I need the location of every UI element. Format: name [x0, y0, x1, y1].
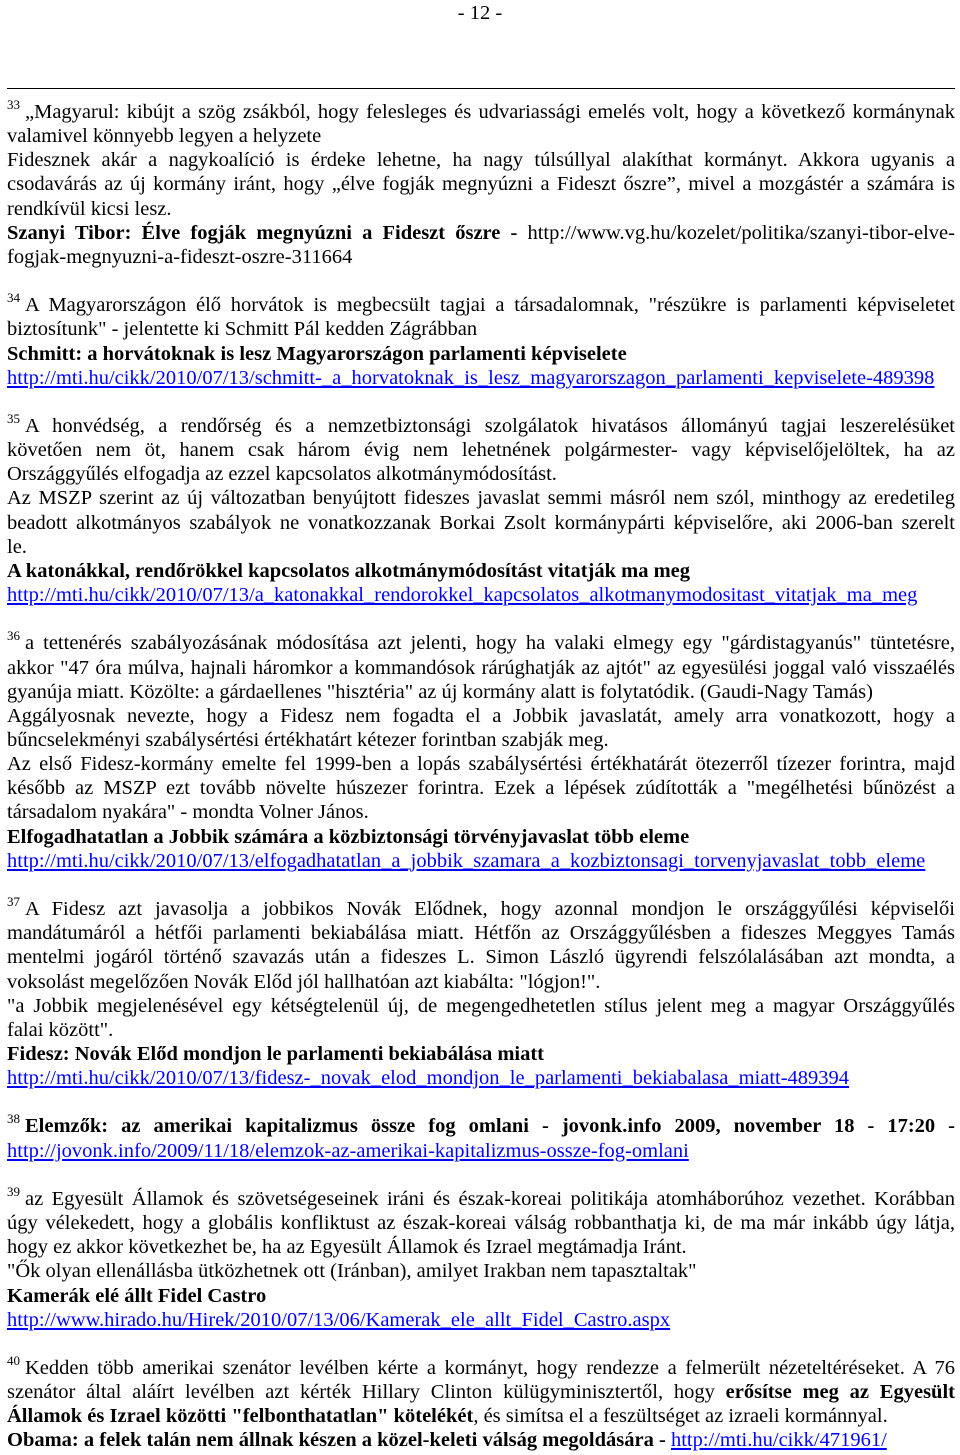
- article-title: Kamerák elé állt Fidel Castro: [7, 1284, 267, 1307]
- text-line: [7, 124, 955, 148]
- footnote-separator: [7, 88, 955, 89]
- text-line: [7, 1308, 955, 1332]
- footnote-text: bűncselekményi szabálysértési értékhatárt kétezer forintban szabják meg.: [7, 729, 609, 752]
- text-line: [7, 1183, 955, 1211]
- footnote-text: mentelmi jogáról történő szavazás után a fideszes L. Simon László ügyrendi felszólalásában azt mondta, a: [7, 946, 955, 969]
- footnote-text: követően nem öt, hanem csak három évig nem lehetnének polgármester- vagy képviselőjelöltek, ha az: [7, 439, 955, 462]
- text-line: [7, 1353, 955, 1380]
- text-line: [7, 1111, 955, 1138]
- footnote-text: az Egyesült Államok és szövetségeseinek iráni és észak-koreai politikája atomháborúhoz vezethet. Korábban: [25, 1187, 955, 1210]
- footnote-text: a tettenérés szabályozásának módosítása azt jelenti, hogy ha valaki elmegy egy "gárdistagyanús" tüntetésre,: [25, 632, 955, 655]
- text-line: [7, 511, 955, 535]
- text-line: [7, 197, 955, 221]
- footnote-text: úgy vélekedett, hogy a globális konfliktust az észak-koreai válság robbanthatja ki, de ma már inkább úgy látja,: [7, 1212, 955, 1235]
- footnote-text: Az MSZP szerint az új változatban benyújtott fideszes javaslat semmi másról nem szól, minthogy az eredetileg: [7, 487, 955, 510]
- text-line: [7, 800, 955, 824]
- footnote-text: akkor "47 óra múlva, hajnali háromkor a kommandósok rárúghatják az ajtót" az egyesülési joggal való visszaélés: [7, 656, 955, 679]
- footnote-paragraph: [7, 1066, 955, 1090]
- text-line: [7, 366, 955, 390]
- footnote-paragraph: [7, 752, 955, 824]
- footnote-text: A honvédség, a rendőrség és a nemzetbiztonsági szolgálatok hivatásos állományú tagjai leszerelésüket: [25, 415, 955, 437]
- footnote-paragraph: [7, 1183, 955, 1259]
- source-link[interactable]: http://www.hirado.hu/Hirek/2010/07/13/06/Kamerak_ele_allt_Fidel_Castro.aspx: [7, 1308, 671, 1331]
- source-link[interactable]: http://mti.hu/cikk/2010/07/13/schmitt-_a_horvatoknak_is_lesz_magyarorszagon_parlamenti_kepviselete-489398: [7, 366, 935, 389]
- footnote-text: Kedden több amerikai szenátor levélben kérte a kormányt, hogy rendezze a felmerült nézeteltéréseket. A 76: [25, 1357, 955, 1380]
- footnote-text: szenátor által aláírt levélben azt kérték Hillary Clinton külügyminisztertől, hogy: [7, 1381, 726, 1404]
- text-line: [7, 1211, 955, 1235]
- footnote-number: 37: [7, 894, 20, 910]
- text-line: [7, 462, 955, 486]
- footnote-number: 36: [7, 628, 20, 644]
- footnote: [7, 290, 955, 390]
- footnote-paragraph: [7, 411, 955, 486]
- footnote-paragraph: [7, 366, 955, 390]
- text-line: [7, 921, 955, 945]
- footnote-text: Országgyűlés elfogadja az ezzel kapcsolatos alkotmánymódosítást.: [7, 463, 557, 486]
- footnote-paragraph: [7, 825, 955, 849]
- footnote-number: 39: [7, 1183, 20, 1199]
- footnote-text: Fidesznek akár a nagykoalíció is érdeke lehetne, ha nagy túlsúllyal alakíthat kormányt. Akkora ugyanis a: [7, 149, 955, 172]
- footnote-paragraph: [7, 290, 955, 341]
- text-line: [7, 704, 955, 728]
- footnote-paragraph: [7, 486, 955, 558]
- text-line: [7, 342, 955, 366]
- text-line: [7, 728, 955, 752]
- footnote-paragraph: [7, 894, 955, 994]
- text-line: [7, 148, 955, 172]
- text-line: [7, 1259, 955, 1283]
- footnote-text: beadott alkotmányos szabályok ne vonatkozzanak Borkai Zsolt kormánypárti képviselőre, aki 2006-ban szerelt: [7, 511, 955, 534]
- footnote-paragraph: [7, 583, 955, 607]
- footnote-paragraph: [7, 1308, 955, 1332]
- footnote: [7, 97, 955, 269]
- text-line: [7, 628, 955, 655]
- text-line: [7, 411, 955, 438]
- text-line: [7, 894, 955, 921]
- source-link[interactable]: http://mti.hu/cikk/2010/07/13/fidesz-_novak_elod_mondjon_le_parlamenti_bekiabalasa_miatt-489394: [7, 1067, 850, 1090]
- text-line: [7, 1018, 955, 1042]
- footnote-paragraph: [7, 628, 955, 703]
- footnote-text: rendkívül kicsi lesz.: [7, 197, 172, 220]
- text-line: [7, 1066, 955, 1090]
- article-title: Fidesz: Novák Előd mondjon le parlamenti bekiabálása miatt: [7, 1043, 545, 1066]
- article-title: Elfogadhatatlan a Jobbik számára a közbiztonsági törvényjavaslat több eleme: [7, 825, 690, 848]
- text-line: [7, 317, 955, 341]
- text-line: [7, 559, 955, 583]
- footnote: [7, 1111, 955, 1162]
- footnote-text: hogy ez akkor következhet be, ha az Egyesült Államok és Izrael megtámadja Iránt.: [7, 1236, 687, 1259]
- footnote-text: Aggályosnak nevezte, hogy a Fidesz nem fogadta el a Jobbik javaslatát, amely arra vonatkozott, hogy a: [7, 704, 955, 727]
- footnote-number: 35: [7, 411, 20, 426]
- article-title: A katonákkal, rendőrökkel kapcsolatos alkotmánymódosítást vitatják ma meg: [7, 559, 691, 582]
- page-number: - 12 -: [457, 2, 503, 24]
- footnote-paragraph: [7, 994, 955, 1042]
- text-line: [7, 245, 955, 269]
- footnotes-list: [7, 97, 955, 1453]
- footnote-text: társadalom nyakára" - mondta Volner János.: [7, 801, 369, 824]
- text-line: [7, 221, 955, 245]
- article-title: Schmitt: a horvátoknak is lesz Magyarországon parlamenti képviselete: [7, 342, 627, 365]
- text-line: [7, 994, 955, 1018]
- text-line: [7, 1284, 955, 1308]
- footnote-text: voksolást megelőzően Novák Előd jól hallhatóan azt kiabálta: "lógjon!".: [7, 970, 601, 993]
- footnote-paragraph: [7, 221, 955, 269]
- text-line: [7, 680, 955, 704]
- footnote: [7, 411, 955, 607]
- footnote-text: Az első Fidesz-kormány emelte fel 1999-ben a lopás szabálysértési értékhatárát ötezerről tízezer forintra, majd: [7, 753, 955, 776]
- text-line: [7, 97, 955, 124]
- text-line: [7, 752, 955, 776]
- footnote-paragraph: [7, 1428, 955, 1452]
- footnote: [7, 1353, 955, 1453]
- source-link[interactable]: http://mti.hu/cikk/2010/07/13/elfogadhatatlan_a_jobbik_szamara_a_kozbiztonsagi_torvenyjavaslat_tobb_eleme: [7, 849, 926, 872]
- footnote-text: A Fidesz azt javasolja a jobbikos Novák Elődnek, hogy azonnal mondjon le országgyűlési képviselői: [25, 898, 955, 921]
- footnote-paragraph: [7, 704, 955, 752]
- text-line: [7, 945, 955, 969]
- article-title: Szanyi Tibor: Élve fogják megnyúzni a Fideszt őszre -: [7, 221, 528, 244]
- footnote-text: A Magyarországon élő horvátok is megbecsült tagjai a társadalomnak, "részükre is parlamenti képviseletet: [25, 294, 955, 317]
- text-line: [7, 1380, 955, 1404]
- article-title: erősítse meg az Egyesült: [725, 1381, 955, 1404]
- footnote-text: biztosítunk" - jelentette ki Schmitt Pál kedden Zágrábban: [7, 318, 478, 341]
- footnote-paragraph: [7, 559, 955, 583]
- footnote-text: , és simítsa el a feszültséget az izraeli kormánnyal.: [473, 1405, 888, 1428]
- text-line: [7, 970, 955, 994]
- footnote-text: csodavárás az új kormány iránt, hogy „élve fogják megnyúzni a Fideszt őszre”, mivel a mozgástér a számára is: [7, 173, 955, 196]
- footnote-paragraph: [7, 1259, 955, 1283]
- footnote-paragraph: [7, 342, 955, 366]
- footnote-text: "a Jobbik megjelenésével egy kétségtelenül új, de megengedhetetlen stílus jelent meg a magyar Országgyűlés: [7, 994, 955, 1017]
- footnote-paragraph: [7, 849, 955, 873]
- text-line: [7, 583, 955, 607]
- text-line: [7, 1428, 955, 1452]
- text-line: [7, 849, 955, 873]
- footnote: [7, 1183, 955, 1332]
- text-line: [7, 776, 955, 800]
- source-link[interactable]: http://mti.hu/cikk/471961/: [670, 1429, 887, 1452]
- text-line: [7, 1235, 955, 1259]
- footnote: [7, 628, 955, 873]
- text-line: [7, 438, 955, 462]
- text-line: [7, 486, 955, 510]
- footnote-text: "Ők olyan ellenállásba ütközhetnek ott (Iránban), amilyet Irakban nem tapasztaltak": [7, 1260, 697, 1283]
- footnote-text: http://www.vg.hu/kozelet/politika/szanyi-tibor-elve-: [527, 221, 955, 244]
- footnote-text: fogjak-megnyuzni-a-fideszt-oszre-311664: [7, 245, 353, 268]
- footnote-text: „Magyarul: kibújt a szög zsákból, hogy felesleges és udvariassági emelés volt, hogy a következő kormánynak: [25, 101, 955, 123]
- text-line: [7, 290, 955, 317]
- text-line: [7, 656, 955, 680]
- text-line: [7, 1139, 955, 1163]
- text-line: [7, 1404, 955, 1428]
- article-title: Államok és Izrael közötti "felbonthatatlan" kötelékét: [7, 1405, 474, 1428]
- text-line: [7, 825, 955, 849]
- footnote-text: le.: [7, 535, 27, 558]
- footnote-text: mandátumáról a hétfői parlamenti bekiabálása miatt. Hétfőn az Országgyűlésben a fideszes Meggyes Tamás: [7, 922, 955, 945]
- text-line: [7, 535, 955, 559]
- source-link[interactable]: http://mti.hu/cikk/2010/07/13/a_katonakkal_rendorokkel_kapcsolatos_alkotmanymodositast_vitatjak_ma_meg: [7, 584, 918, 607]
- footnote-number: 38: [7, 1111, 20, 1127]
- footnote-paragraph: [7, 1042, 955, 1066]
- footnote-paragraph: [7, 1111, 955, 1162]
- footnote-paragraph: [7, 1353, 955, 1428]
- footnote-number: 33: [7, 97, 20, 112]
- footnote-number: 40: [7, 1353, 20, 1369]
- footnote-paragraph: [7, 1284, 955, 1308]
- footnote-text: falai között".: [7, 1018, 114, 1041]
- footnote-paragraph: [7, 148, 955, 220]
- footnote-text: később az MSZP ezt tovább növelte húszezer forintra. Ezek a lépések zúdították a "megélhetési bűnözést a: [7, 777, 955, 800]
- text-line: [7, 1042, 955, 1066]
- text-line: [7, 172, 955, 196]
- footnote-text: valamivel könnyebb legyen a helyzete: [7, 125, 322, 148]
- footnote: [7, 894, 955, 1090]
- source-link[interactable]: http://jovonk.info/2009/11/18/elemzok-az-amerikai-kapitalizmus-ossze-fog-omlani: [7, 1139, 689, 1162]
- article-title: Obama: a felek talán nem állnak készen a közel-keleti válság megoldására -: [7, 1429, 671, 1452]
- article-title: Elemzők: az amerikai kapitalizmus össze fog omlani - jovonk.info 2009, november 18 - 17:20 -: [25, 1115, 955, 1138]
- footnote-text: gyanúja miatt. Közölte: a gárdaellenes "hisztéria" az új kormány alatt is folytatódik. (Gaudi-Nagy Tamás): [7, 680, 873, 703]
- footnote-paragraph: [7, 97, 955, 148]
- footnote-number: 34: [7, 290, 20, 306]
